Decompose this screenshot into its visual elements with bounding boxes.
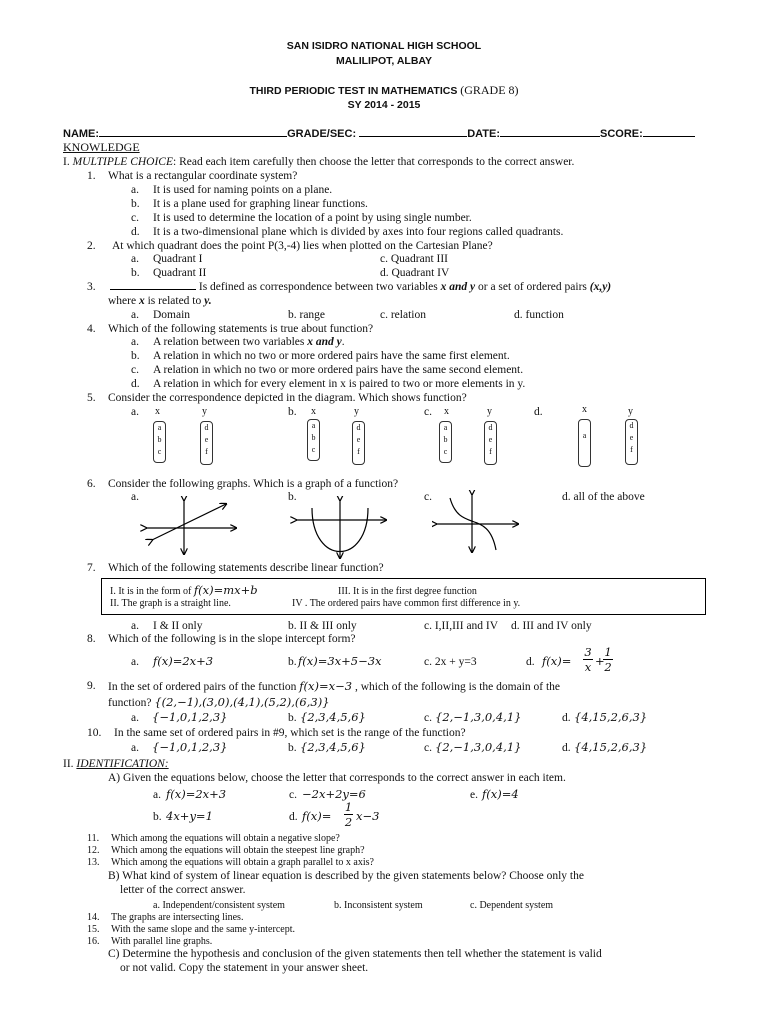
item-11-number: 11. <box>87 833 100 844</box>
q10-choice-a: {−1,0,1,2,3} <box>152 740 228 754</box>
test-title-line <box>0 84 768 98</box>
item-12-text: Which among the equations will obtain the steepest line graph? <box>111 845 365 856</box>
q8-choice-c: c. 2x + y=3 <box>424 656 477 668</box>
q3-text-cont: where x is related to y. <box>108 295 212 307</box>
q2-choice-a: Quadrant I <box>153 253 203 265</box>
q1-choice-c-letter: c. <box>131 212 139 224</box>
test-title: THIRD PERIODIC TEST IN MATHEMATICS <box>249 85 458 97</box>
q5a-y-label: y <box>202 406 207 417</box>
system-choice-c: c. Dependent system <box>470 900 554 911</box>
q10-choice-b: {2,3,4,5,6} <box>300 740 366 754</box>
q5a-x-label: x <box>155 406 160 417</box>
q7-statement-3: III. It is in the first degree function <box>338 586 477 597</box>
q2-choice-d: d. Quadrant IV <box>380 267 450 279</box>
q7-a-letter: a. <box>131 620 139 632</box>
q5c-domain-oval: a b c <box>439 421 452 463</box>
eq-a-letter: a. <box>153 789 161 801</box>
q5-label-c: c. <box>424 406 432 418</box>
score-label: SCORE: <box>599 128 643 140</box>
q4-choice-a: A relation between two variables x and y. <box>153 336 345 348</box>
q2-b-letter: b. <box>131 267 140 279</box>
q10-b-letter: b. <box>288 742 297 754</box>
q7-choice-d: d. III and IV only <box>511 620 592 632</box>
q9-c-letter: c. <box>424 712 432 724</box>
part2-b-instruction: B) What kind of system of linear equation is described by the given statements below? Choose only the <box>108 870 584 882</box>
eq-c: −2x+2y=6 <box>302 787 366 801</box>
q9-choice-b: {2,3,4,5,6} <box>300 710 366 724</box>
part2-c-instruction: C) Determine the hypothesis and conclusion of the given statements then tell whether the statement is valid <box>108 948 602 960</box>
q3-a-letter: a. <box>131 309 139 321</box>
q9-text-cont: function? {(2,−1),(3,0),(4,1),(5,2),(6,3)} <box>108 695 330 709</box>
q4-c-letter: c. <box>131 364 139 376</box>
item-12-number: 12. <box>87 845 100 856</box>
q9-text: In the set of ordered pairs of the function f(x)=x−3 , which of the following is the domain of the <box>108 679 561 693</box>
q5d-range-oval: d e f <box>625 419 638 465</box>
q6-text: Consider the following graphs. Which is a graph of a function? <box>108 478 399 490</box>
q2-number: 2. <box>87 240 96 252</box>
q6-graph-a <box>140 496 240 558</box>
eq-e: f(x)=4 <box>482 787 519 801</box>
q9-choice-c: {2,−1,3,0,4,1} <box>435 710 522 724</box>
q6-graph-b <box>290 496 390 560</box>
q1-choice-b: It is a plane used for graphing linear functions. <box>153 198 368 210</box>
q8-choice-d-lhs: f(x)= <box>542 654 572 668</box>
q3-number: 3. <box>87 281 96 293</box>
q6-graph-c <box>432 490 522 556</box>
q2-choice-c: c. Quadrant III <box>380 253 449 265</box>
q5d-domain-oval: a <box>578 419 591 467</box>
q5-label-a: a. <box>131 406 139 418</box>
item-13-text: Which among the equations will obtain a graph parallel to x axis? <box>111 857 374 868</box>
q9-a-letter: a. <box>131 712 139 724</box>
name-label: NAME: <box>63 128 100 140</box>
q8-choice-b: f(x)=3x+5−3x <box>298 654 382 668</box>
q7-text: Which of the following statements describe linear function? <box>108 562 384 574</box>
eq-d-denominator: 2 <box>344 815 353 829</box>
q10-choice-d: {4,15,2,6,3} <box>574 740 648 754</box>
q6-label-c: c. <box>424 491 432 503</box>
school-name: SAN ISIDRO NATIONAL HIGH SCHOOL <box>286 40 482 52</box>
q10-a-letter: a. <box>131 742 139 754</box>
q6-choice-d: d. all of the above <box>562 491 645 503</box>
q5c-y-label: y <box>487 406 492 417</box>
item-16-text: With parallel line graphs. <box>111 936 213 947</box>
q4-b-letter: b. <box>131 350 140 362</box>
system-choice-b: b. Inconsistent system <box>334 900 423 911</box>
q8-d-letter: d. <box>526 656 535 668</box>
q10-text: In the same set of ordered pairs in #9, which set is the range of the function? <box>114 727 466 739</box>
q1-choice-a-letter: a. <box>131 184 139 196</box>
name-field[interactable] <box>99 136 287 137</box>
q8-d-numerator-2: 1 <box>604 645 612 659</box>
q6-number: 6. <box>87 478 96 490</box>
part2-c-instruction-cont: or not valid. Copy the statement in your answer sheet. <box>120 962 369 974</box>
grade-sec-label: GRADE/SEC: <box>287 128 357 140</box>
q4-text: Which of the following statements is true about function? <box>108 323 374 335</box>
q5c-range-oval: d e f <box>484 421 497 465</box>
eq-d-numerator: 1 <box>344 800 353 814</box>
student-info-row <box>63 128 695 141</box>
q7-choice-b: b. II & III only <box>288 620 357 632</box>
q1-number: 1. <box>87 170 96 182</box>
q8-d-plus: + <box>595 654 605 668</box>
q1-choice-b-letter: b. <box>131 198 140 210</box>
q4-choice-c: A relation in which no two or more ordered pairs have the same second element. <box>153 364 524 376</box>
q4-d-letter: d. <box>131 378 140 390</box>
q5-number: 5. <box>87 392 96 404</box>
q1-choice-a: It is used for naming points on a plane. <box>153 184 333 196</box>
q8-d-denominator-2: 2 <box>604 660 612 674</box>
section-knowledge: KNOWLEDGE <box>63 140 140 154</box>
q2-a-letter: a. <box>131 253 139 265</box>
q3-blank[interactable] <box>110 289 196 290</box>
school-year: SY 2014 - 2015 <box>347 99 421 111</box>
q7-statement-2: II. The graph is a straight line. <box>110 598 231 609</box>
q3-choice-a: Domain <box>153 309 191 321</box>
q10-c-letter: c. <box>424 742 432 754</box>
date-label: DATE: <box>467 128 500 140</box>
q8-d-denominator-1: x <box>584 660 592 674</box>
eq-a: f(x)=2x+3 <box>166 787 227 801</box>
q5b-domain-oval: a b c <box>307 419 320 461</box>
q1-text: What is a rectangular coordinate system? <box>108 170 298 182</box>
q6-label-a: a. <box>131 491 139 503</box>
q5d-x-label: x <box>582 404 587 415</box>
item-16-number: 16. <box>87 936 100 947</box>
item-11-text: Which among the equations will obtain a negative slope? <box>111 833 340 844</box>
q5-label-d: d. <box>534 406 543 418</box>
item-14-text: The graphs are intersecting lines. <box>111 912 244 923</box>
q9-d-letter: d. <box>562 712 571 724</box>
part2-b-instruction-cont: letter of the correct answer. <box>120 884 246 896</box>
q1-choice-d: It is a two-dimensional plane which is divided by axes into four regions called quadrants. <box>153 226 564 238</box>
q8-b-letter: b. <box>288 656 297 668</box>
q5b-x-label: x <box>311 406 316 417</box>
school-location: MALILIPOT, ALBAY <box>335 55 433 67</box>
q9-choice-d: {4,15,2,6,3} <box>574 710 648 724</box>
q8-a-letter: a. <box>131 656 139 668</box>
q7-statement-1: I. It is in the form of f(x)=mx+b <box>110 583 258 597</box>
q3-choice-b: b. range <box>288 309 326 321</box>
q8-choice-a: f(x)=2x+3 <box>153 654 214 668</box>
part1-instruction: I. MULTIPLE CHOICE: Read each item carefully then choose the letter that corresponds to the correct answer. <box>63 156 575 168</box>
eq-d-letter: d. <box>289 811 298 823</box>
q3-text: Is defined as correspondence between two variables x and y or a set of ordered pairs (x,y) <box>110 281 611 294</box>
q5d-y-label: y <box>628 406 633 417</box>
q1-choice-d-letter: d. <box>131 226 140 238</box>
q5a-domain-oval: a b c <box>153 421 166 463</box>
part2-heading: II. IDENTIFICATION: <box>63 758 169 770</box>
q3-choice-c: c. relation <box>380 309 426 321</box>
q9-choice-a: {−1,0,1,2,3} <box>152 710 228 724</box>
q2-choice-b: Quadrant II <box>153 267 207 279</box>
grade-sec-field[interactable] <box>359 136 467 137</box>
q7-choice-c: c. I,II,III and IV <box>424 620 499 632</box>
item-15-text: With the same slope and the same y-intercept. <box>111 924 295 935</box>
q4-a-letter: a. <box>131 336 139 348</box>
q5-label-b: b. <box>288 406 297 418</box>
q10-choice-c: {2,−1,3,0,4,1} <box>435 740 522 754</box>
eq-b-letter: b. <box>153 811 162 823</box>
item-15-number: 15. <box>87 924 100 935</box>
q1-choice-c: It is used to determine the location of a point by using single number. <box>153 212 472 224</box>
part2-a-instruction: A) Given the equations below, choose the letter that corresponds to the correct answer in each item. <box>108 772 566 784</box>
q4-number: 4. <box>87 323 96 335</box>
q10-d-letter: d. <box>562 742 571 754</box>
q5-text: Consider the correspondence depicted in the diagram. Which shows function? <box>108 392 467 404</box>
eq-e-letter: e. <box>470 789 478 801</box>
q9-b-letter: b. <box>288 712 297 724</box>
eq-c-letter: c. <box>289 789 297 801</box>
item-14-number: 14. <box>87 912 100 923</box>
q6-label-b: b. <box>288 491 297 503</box>
date-field[interactable] <box>500 136 600 137</box>
q5a-range-oval: d e f <box>200 421 213 465</box>
q4-choice-d: A relation in which for every element in x is paired to two or more elements in y. <box>153 378 526 390</box>
score-field[interactable] <box>643 136 695 137</box>
system-choice-a: a. Independent/consistent system <box>153 900 285 911</box>
q9-number: 9. <box>87 680 96 692</box>
q2-text: At which quadrant does the point P(3,-4) lies when plotted on the Cartesian Plane? <box>112 240 493 252</box>
q8-text: Which of the following is in the slope intercept form? <box>108 633 356 645</box>
q3-choice-d: d. function <box>514 309 564 321</box>
item-13-number: 13. <box>87 857 100 868</box>
q10-number: 10. <box>87 727 102 739</box>
q5b-y-label: y <box>354 406 359 417</box>
q7-number: 7. <box>87 562 96 574</box>
eq-d-rhs: x−3 <box>356 809 380 823</box>
q8-number: 8. <box>87 633 96 645</box>
q5c-x-label: x <box>444 406 449 417</box>
q8-d-numerator-1: 3 <box>584 645 592 659</box>
q4-choice-b: A relation in which no two or more ordered pairs have the same first element. <box>153 350 510 362</box>
grade-label: (GRADE 8) <box>460 83 519 97</box>
q7-statement-4: IV . The ordered pairs have common first difference in y. <box>292 598 521 609</box>
eq-b: 4x+y=1 <box>166 809 213 823</box>
q5b-range-oval: d e f <box>352 421 365 465</box>
eq-d-lhs: f(x)= <box>302 809 332 823</box>
q7-choice-a: I & II only <box>153 620 203 632</box>
